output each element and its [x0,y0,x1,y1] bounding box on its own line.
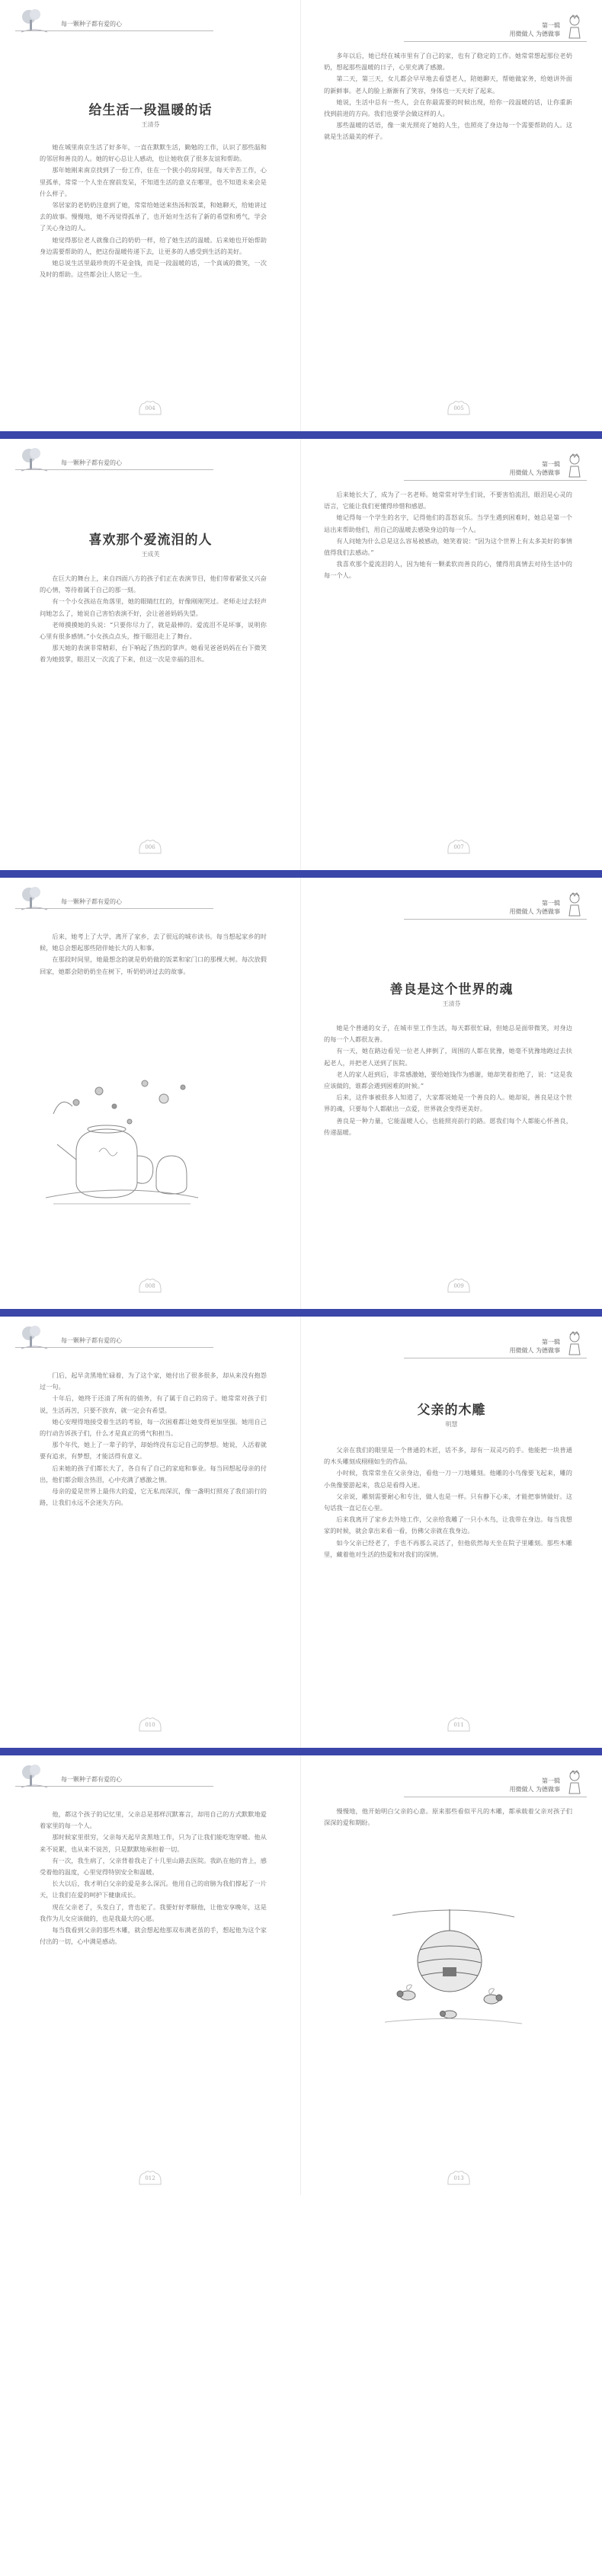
left-page [0,0,301,431]
section-subtitle: 用微做人 为德做事 [509,469,560,476]
article-body [40,573,267,666]
header-rule [404,41,587,42]
page-number: 012 [137,2169,163,2186]
article-body [324,50,572,143]
paragraph: 慢慢地，他开始明白父亲的心意。原来那些看似平凡的木雕，都承载着父亲对孩子们深深的爱和期盼。 [324,1807,572,1827]
article-body [324,1022,572,1138]
paragraph: 邻居家的老奶奶注意到了她，常常给她送来热汤和饭菜，和她聊天，给她讲过去的故事。慢慢地，她不再觉得孤单了，也开始对生活有了新的希望和勇气，学会了关心身边的人。 [40,201,267,232]
page-spread-1 [0,0,602,431]
paragraph: 她在城里南京生活了好多年，一直在默默生活，勤勉的工作，认识了那些温和的邻居和善良的人。她的好心总让人感动，也让她收获了很多友谊和帮助。 [40,143,267,163]
page-number: 006 [137,838,163,855]
page-number: 007 [446,838,472,855]
page-number: 013 [446,2169,472,2186]
paragraph: 那个年代，她上了一辈子的学，却始终没有忘记自己的梦想。她说，人活着就要有追求，有梦想，才能活得有意义。 [40,1441,267,1461]
separator-band [0,1309,602,1317]
article-body [40,931,267,978]
tree-icon [17,1763,52,1789]
article-author: 王清芬 [141,121,160,128]
right-page [301,878,602,1309]
paragraph: 第二天，第三天，女儿都会早早地去看望老人，陪她聊天，帮她做家务，给她讲外面的新鲜事。老人的脸上渐渐有了笑容，身体也一天天好了起来。 [324,75,572,94]
running-header-right [509,1777,560,1794]
paragraph: 多年以后，她已经在城市里有了自己的家，也有了稳定的工作。她常常想起那位老奶奶，想起那些温暖的日子，心里充满了感激。 [324,52,572,72]
paragraph: 她总说生活里最珍贵的不是金钱，而是一段温暖的话，一个真诚的微笑，一次及时的帮助。这些都会让人铭记一生。 [40,259,267,279]
paragraph: 有一天，她在路边看见一位老人摔倒了，周围的人都在犹豫，她毫不犹豫地跑过去扶起老人，并把老人送到了医院。 [324,1047,572,1067]
paragraph: 后来她的孩子们都长大了，各自有了自己的家庭和事业。每当回想起母亲的付出，他们都会眼含热泪，心中充满了感激之情。 [40,1464,267,1483]
paragraph: 她是个普通的女子，在城市里工作生活，每天都很忙碌，但她总是面带微笑，对身边的每一个人都很友善。 [324,1024,572,1044]
tree-icon [17,8,52,34]
article-body [40,1809,267,1947]
paragraph: 有人问她为什么总是这么容易被感动，她笑着说：“因为这个世界上有太多美好的事情值得我们去感动。” [324,536,572,557]
page-spread-4 [0,1317,602,1748]
paragraph: 父亲在我们的眼里是一个普通的木匠，话不多，却有一双灵巧的手。他能把一块普通的木头雕刻成栩栩如生的作品。 [324,1446,572,1466]
paragraph: 她心安理得地接受着生活的考验，每一次困难都让她变得更加坚强。她用自己的行动告诉孩子们，什么才是真正的勇气和担当。 [40,1417,267,1438]
running-header: 每一颗种子都有爱的心 [61,1337,122,1344]
header-rule [15,908,213,909]
article-body [40,142,267,280]
article-author: 王清芬 [442,1000,461,1007]
right-page [301,1317,602,1748]
section-label: 第一辑 [542,1339,560,1346]
separator-band [0,1748,602,1755]
header-rule [15,30,213,31]
paragraph: 后来，这件事被很多人知道了，大家都说她是一个善良的人。她却说，善良是这个世界的魂，只要每个人都献出一点爱，世界就会变得更美好。 [324,1093,572,1113]
header-rule [404,480,587,481]
paragraph: 长大以后，我才明白父亲的爱是多么深沉。他用自己的肩膀为我们撑起了一片天，让我们在爱的呵护下健康成长。 [40,1880,267,1899]
page-number: 010 [137,1716,163,1733]
page-number: 009 [446,1277,472,1294]
paragraph: 老师摸摸她的头说：“只要你尽力了，就是最棒的。爱流泪不是坏事，说明你心里有很多感情。”小女孩点点头，擦干眼泪走上了舞台。 [40,620,267,641]
header-rule [404,919,587,920]
section-label: 第一辑 [542,22,560,29]
article-title: 父亲的木雕 [417,1403,486,1418]
article-title: 给生活一段温暖的话 [88,103,213,118]
page-spread-3 [0,878,602,1309]
page-number: 011 [446,1716,472,1733]
article-body [324,1445,572,1560]
beehive-illustration [377,1900,530,2030]
paragraph: 在巨大的舞台上，来自四面八方的孩子们正在表演节目，他们带着紧张又兴奋的心情，等待着属于自己的那一刻。 [40,574,267,594]
article-author: 王成芙 [141,551,160,558]
paragraph: 有一个小女孩站在角落里，她的眼睛红红的，好像刚刚哭过。老师走过去轻声问她怎么了，她说自己害怕表演不好，会让爸爸妈妈失望。 [40,597,267,617]
page-spread-5 [0,1755,602,2195]
paragraph: 那时候家里很穷，父亲每天起早贪黑地工作，只为了让我们能吃饱穿暖。他从来不说累，也从来不说苦，只是默默地承担着一切。 [40,1833,267,1853]
paragraph: 那年她刚来南京找到了一份工作，住在一个狭小的房间里，每天辛苦工作，心里孤单，常常一个人坐在窗前发呆，不知道生活的意义在哪里，也不知道未来会是什么样子。 [40,166,267,197]
paragraph: 老人的家人赶到后，非常感激她，要给她钱作为感谢，她却笑着拒绝了，说：“这是我应该做的，谁都会遇到困难的时候。” [324,1070,572,1090]
section-label: 第一辑 [542,1778,560,1784]
section-subtitle: 用微做人 为德做事 [509,1347,560,1354]
tree-icon [17,1324,52,1350]
header-rule [15,469,213,470]
section-label: 第一辑 [542,461,560,468]
paragraph: 后来她长大了，成为了一名老师。她常常对学生们说，不要害怕流泪，眼泪是心灵的语言，它能让我们更懂得珍惜和感恩。 [324,491,572,510]
paragraph: 现在父亲老了，头发白了，背也驼了。我要好好孝顺他，让他安享晚年，这是我作为儿女应该做的，也是我最大的心愿。 [40,1902,267,1922]
paragraph: 有一次，我生病了，父亲背着我走了十几里山路去医院。我趴在他的背上，感受着他的温度，心里觉得特别安全和温暖。 [40,1856,267,1877]
section-label: 第一辑 [542,900,560,907]
paragraph: 她说，生活中总有一些人，会在你最需要的时候出现，给你一段温暖的话，让你重新找到前进的方向。我们也要学会做这样的人。 [324,98,572,118]
child-icon [564,14,585,40]
paragraph: 十年后，她终于还清了所有的债务，有了属于自己的房子。她常常对孩子们说，生活再苦，只要不放弃，就一定会有希望。 [40,1394,267,1414]
page-number: 005 [446,399,472,416]
article-body [324,489,572,582]
left-page [0,1755,301,2195]
paragraph: 她觉得那位老人就像自己的奶奶一样，给了她生活的温暖。后来她也开始帮助身边需要帮助的人，把这份温暖传递下去，让更多的人感受到生活的美好。 [40,235,267,255]
running-header-right [509,1338,560,1355]
paragraph: 她记得每一个学生的名字，记得他们的喜怒哀乐。当学生遇到困难时，她总是第一个站出来帮助他们，用自己的温暖去感染身边的每一个人。 [324,514,572,533]
paragraph: 父亲说，雕刻需要耐心和专注，做人也是一样。只有静下心来，才能把事情做好。这句话我一直记在心里。 [324,1492,572,1512]
separator-band [0,431,602,439]
article-author: 明慧 [445,1421,458,1428]
left-page [0,439,301,870]
left-page [0,878,301,1309]
teapot-illustration [30,1068,213,1228]
header-rule [15,1347,213,1348]
paragraph: 在那段时间里，她最想念的就是奶奶做的饭菜和家门口的那棵大树。每次放假回家，她都会陪奶奶坐在树下，听奶奶讲过去的故事。 [40,955,267,975]
paragraph: 门后，起早贪黑地忙碌着，为了这个家，她付出了很多很多，却从来没有抱怨过一句。 [40,1371,267,1391]
child-icon [564,1769,585,1795]
paragraph: 那天她的表演非常精彩，台下响起了热烈的掌声。她看见爸爸妈妈在台下微笑着为她鼓掌，眼泪又一次流了下来，但这一次是幸福的泪水。 [40,644,267,664]
paragraph: 小时候，我常常坐在父亲身边，看他一刀一刀地雕刻。他雕的小鸟像要飞起来，雕的小鱼像要游起来，我总是看得入迷。 [324,1469,572,1489]
running-header-right [509,899,560,916]
right-page [301,1755,602,2195]
article-body [40,1370,267,1509]
paragraph: 每当我看到父亲的那些木雕，就会想起他那双布满老茧的手，想起他为这个家付出的一切，心中满是感动。 [40,1926,267,1946]
section-subtitle: 用微做人 为德做事 [509,908,560,915]
paragraph: 善良是一种力量，它能温暖人心，也能照亮前行的路。愿我们每个人都能心怀善良，传递温暖。 [324,1116,572,1136]
child-icon [564,891,585,917]
article-title: 善良是这个世界的魂 [389,982,514,997]
paragraph: 后来，她考上了大学，离开了家乡，去了很远的城市读书。每当想起家乡的时候，她总会想起那些陪伴她长大的人和事。 [40,933,267,952]
page-spread-2 [0,439,602,870]
page-number: 008 [137,1277,163,1294]
running-header: 每一颗种子都有爱的心 [61,1776,122,1783]
left-page [0,1317,301,1748]
paragraph: 我喜欢那个爱流泪的人，因为她有一颗柔软而善良的心，懂得用真情去对待生活中的每一个人。 [324,560,572,580]
running-header: 每一颗种子都有爱的心 [61,459,122,466]
article-body [324,1806,572,1829]
tree-icon [17,885,52,911]
running-header: 每一颗种子都有爱的心 [61,898,122,905]
paragraph: 如今父亲已经老了，手也不再那么灵活了，但他依然每天坐在院子里雕刻。那些木雕里，藏着他对生活的热爱和对我们的深情。 [324,1538,572,1558]
right-page [301,0,602,431]
paragraph: 母亲的爱是世界上最伟大的爱，它无私而深沉，像一盏明灯照亮了我们前行的路，让我们永远不会迷失方向。 [40,1487,267,1507]
page-number: 004 [137,399,163,416]
running-header-right [509,21,560,38]
header-rule [15,1786,213,1787]
child-icon [564,453,585,478]
child-icon [564,1330,585,1356]
section-subtitle: 用微做人 为德做事 [509,30,560,37]
right-page [301,439,602,870]
paragraph: 那些温暖的话语，像一束光照亮了她的人生，也照亮了身边每一个需要帮助的人。这就是生活最美的样子。 [324,121,572,141]
running-header: 每一颗种子都有爱的心 [61,21,122,27]
separator-band [0,870,602,878]
running-header-right [509,460,560,477]
paragraph: 后来我离开了家乡去外地工作，父亲给我雕了一只小木鸟，让我带在身边。每当我想家的时候，就会拿出来看一看，仿佛父亲就在我身边。 [324,1515,572,1535]
tree-icon [17,446,52,472]
paragraph: 他，都这个孩子的记忆里，父亲总是那样沉默寡言，却用自己的方式默默地爱着家里的每一个人。 [40,1810,267,1830]
section-subtitle: 用微做人 为德做事 [509,1786,560,1793]
article-title: 喜欢那个爱流泪的人 [88,533,213,548]
